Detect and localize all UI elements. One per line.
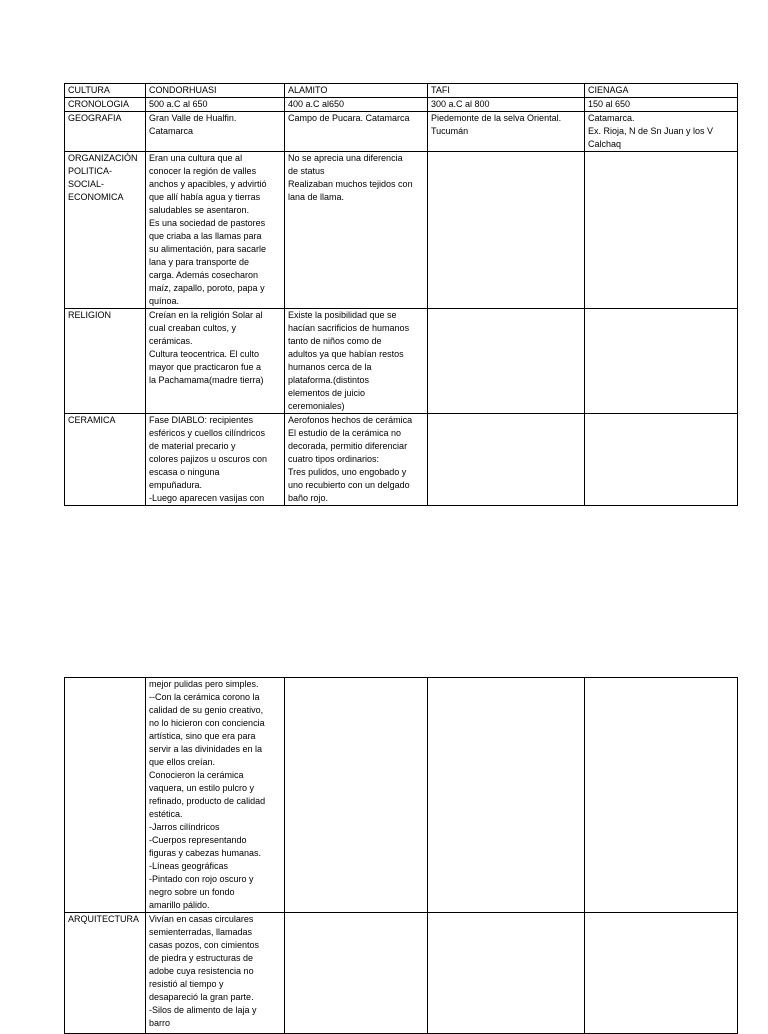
table-cell (585, 913, 738, 1034)
table-cell (585, 152, 738, 309)
row-label-cell: ARQUITECTURA (65, 913, 146, 1034)
table-cell: Vivían en casas circulares semienterradas, llamadas casas pozos, con cimientos de piedra y estructuras de adobe cuya resistencia no resistió al tiempo y desapareció la gran parte. -Silos de alimento de laja y barro (146, 913, 285, 1034)
row-label-cell: CERAMICA (65, 414, 146, 506)
table-cell: 150 al 650 (585, 98, 738, 112)
table-cell: No se aprecia una diferencia de status Realizaban muchos tejidos con lana de llama. (285, 152, 428, 309)
table-row-arquitectura (65, 913, 738, 1034)
table-header-row (65, 84, 738, 98)
header-cell-condorhuasi: CONDORHUASI (146, 84, 285, 98)
table-cell: 400 a.C al650 (285, 98, 428, 112)
header-cell-alamito: ALAMITO (285, 84, 428, 98)
table-cell (285, 678, 428, 913)
culture-comparison-table (64, 83, 738, 506)
header-cell-cultura: CULTURA (65, 84, 146, 98)
table-cell: 500 a.C al 650 (146, 98, 285, 112)
table-cell: Campo de Pucara. Catamarca (285, 112, 428, 152)
row-label-cell: GEOGRAFIA (65, 112, 146, 152)
row-label-cell (65, 678, 146, 913)
table-cell (585, 414, 738, 506)
table-row-religion (65, 309, 738, 414)
table-cell: Gran Valle de Hualfin. Catamarca (146, 112, 285, 152)
table-cell: 300 a.C al 800 (428, 98, 585, 112)
table-cell: Catamarca. Ex. Rioja, N de Sn Juan y los V Calchaq (585, 112, 738, 152)
row-label-cell: CRONOLOGIA (65, 98, 146, 112)
table-cell: Piedemonte de la selva Oriental. Tucumán (428, 112, 585, 152)
culture-comparison-table-continued (64, 677, 738, 1034)
header-cell-tafi: TAFI (428, 84, 585, 98)
row-label-cell: RELIGION (65, 309, 146, 414)
table-cell: Existe la posibilidad que se hacían sacrificios de humanos tanto de niños como de adultos ya que habían restos humanos cerca de la plataforma.(distintos elementos de juicio ceremoniales) (285, 309, 428, 414)
table-cell (428, 152, 585, 309)
row-label-cell: ORGANIZACIÓN POLITICA- SOCIAL- ECONOMICA (65, 152, 146, 309)
table-row-ceramica-continued (65, 678, 738, 913)
table-row-organizacion (65, 152, 738, 309)
table-cell: Creían en la religión Solar al cual creaban cultos, y cerámicas. Cultura teocentrica. El culto mayor que practicaron fue a la Pachamama(madre tierra) (146, 309, 285, 414)
table-row-geografia (65, 112, 738, 152)
table-cell (285, 913, 428, 1034)
table-cell (585, 678, 738, 913)
table-cell (428, 913, 585, 1034)
table-cell (428, 414, 585, 506)
table-cell: mejor pulidas pero simples. --Con la cerámica corono la calidad de su genio creativo, no lo hicieron con conciencia artística, sino que era para servir a las divinidades en la que ellos creían. Conocieron la cerámica vaquera, un estilo pulcro y refinado, producto de calidad estética. -Jarros cilíndricos -Cuerpos representando figuras y cabezas humanas. -Líneas geográficas -Pintado con rojo oscuro y negro sobre un fondo amarillo pálido. (146, 678, 285, 913)
table-cell (428, 309, 585, 414)
table-cell: Eran una cultura que al conocer la región de valles anchos y apacibles, y advirtió que allí había agua y tierras saludables se asentaron. Es una sociedad de pastores que criaba a las llamas para su alimentación, para sacarle lana y para transporte de carga. Además cosecharon maíz, zapallo, poroto, papa y quínoa. (146, 152, 285, 309)
table-cell (585, 309, 738, 414)
table-cell (428, 678, 585, 913)
table-cell: Aerofonos hechos de cerámica El estudio de la cerámica no decorada, permitio diferenciar cuatro tipos ordinarios: Tres pulidos, uno engobado y uno recubierto con un delgado baño rojo. (285, 414, 428, 506)
table-row-cronologia (65, 98, 738, 112)
header-cell-cienaga: CIENAGA (585, 84, 738, 98)
table-cell: Fase DIABLO: recipientes esféricos y cuellos cilíndricos de material precario y colores pajizos u oscuros con escasa o ninguna empuñadura. -Luego aparecen vasijas con (146, 414, 285, 506)
table-row-ceramica (65, 414, 738, 506)
